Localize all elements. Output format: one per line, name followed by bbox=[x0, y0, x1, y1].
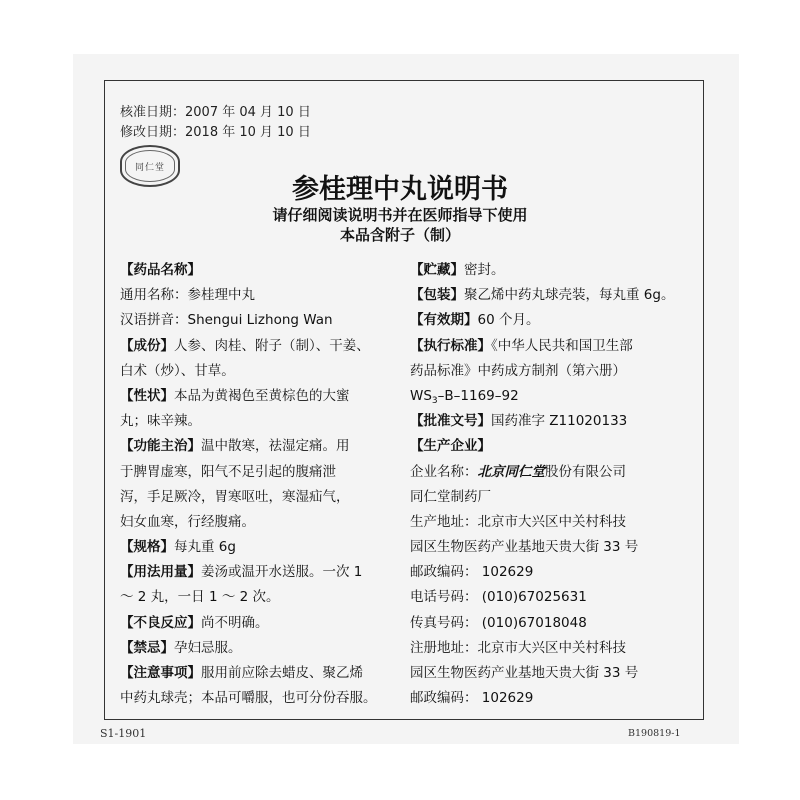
caution-section: 【注意事项】服用前应除去蜡皮、聚乙烯 bbox=[120, 665, 363, 681]
left-column bbox=[120, 258, 377, 711]
standard-continued: 药品标准》中药成方制剂（第六册） bbox=[410, 362, 626, 379]
company-name: 企业名称：北京同仁堂股份有限公司 bbox=[410, 463, 626, 480]
contains-note: 本品含附子（制） bbox=[339, 226, 460, 244]
registered-address-continued: 园区生物医药产业基地天贵大街 33 号 bbox=[410, 665, 639, 681]
revision-date: 修改日期：2018 年 10 月 10 日 bbox=[120, 125, 311, 140]
fax-number: 传真号码： (010)67018048 bbox=[410, 614, 587, 631]
seal-text: 同仁堂 bbox=[134, 162, 165, 173]
spec-section: 【规格】每丸重 6g bbox=[120, 539, 236, 556]
approval-number-section: 【批准文号】国药准字 Z11020133 bbox=[410, 413, 628, 430]
pinyin-name: 汉语拼音：Shengui Lizhong Wan bbox=[120, 312, 333, 329]
function-line-3: 泻，手足厥冷，胃寒呕吐，寒湿疝气， bbox=[120, 488, 350, 505]
footer-right-code: B190819-1 bbox=[628, 728, 681, 739]
usage-continued: ～ 2 丸，一日 1 ～ 2 次。 bbox=[120, 589, 280, 606]
page-title: 参桂理中丸说明书 bbox=[292, 174, 508, 205]
standard-code: $WS_3-B-1169-92$ bbox=[410, 387, 519, 406]
validity-section: 【有效期】60 个月。 bbox=[410, 312, 540, 329]
description-section: 【性状】本品为黄褐色至黄棕色的大蜜 bbox=[120, 387, 350, 404]
approval-date: 核准日期：2007 年 04 月 10 日 bbox=[120, 105, 311, 120]
company-name-2: 同仁堂制药厂 bbox=[410, 488, 491, 505]
usage-section: 【用法用量】姜汤或温开水送服。一次 1 bbox=[120, 564, 363, 581]
registered-address: 注册地址：北京市大兴区中关村科技 bbox=[410, 639, 626, 656]
production-address: 生产地址：北京市大兴区中关村科技 bbox=[410, 513, 626, 530]
storage-section: 【贮藏】密封。 bbox=[410, 262, 505, 278]
production-address-continued: 园区生物医药产业基地天贵大街 33 号 bbox=[410, 539, 639, 556]
generic-name: 通用名称：参桂理中丸 bbox=[120, 287, 255, 304]
right-column bbox=[410, 258, 674, 711]
production-postcode: 邮政编码： 102629 bbox=[410, 564, 534, 581]
adverse-section: 【不良反应】尚不明确。 bbox=[120, 614, 269, 631]
function-section: 【功能主治】温中散寒，祛湿定痛。用 bbox=[120, 438, 350, 455]
function-line-2: 于脾胃虚寒，阳气不足引起的腹痛泄 bbox=[120, 463, 336, 480]
ingredients-section: 【成份】人参、肉桂、附子（制）、干姜、 bbox=[120, 337, 370, 354]
function-line-4: 妇女血寒，行经腹痛。 bbox=[120, 513, 255, 530]
company-brand-logotype: 北京同仁堂 bbox=[477, 463, 545, 480]
description-continued: 丸；味辛辣。 bbox=[120, 413, 201, 430]
ingredients-continued: 白术（炒）、甘草。 bbox=[120, 362, 235, 379]
contra-section: 【禁忌】孕妇忌服。 bbox=[120, 639, 242, 656]
caution-continued: 中药丸球壳；本品可嚼服，也可分份吞服。 bbox=[120, 690, 377, 707]
package-section: 【包装】聚乙烯中药丸球壳装，每丸重 6g。 bbox=[410, 287, 675, 304]
registered-postcode: 邮政编码： 102629 bbox=[410, 690, 534, 707]
drug-name-heading: 【药品名称】 bbox=[120, 262, 201, 278]
manufacturer-heading: 【生产企业】 bbox=[410, 438, 491, 455]
footer-left-code: S1-1901 bbox=[100, 727, 147, 740]
standard-section: 【执行标准】《中华人民共和国卫生部 bbox=[410, 337, 633, 354]
phone-number: 电话号码： (010)67025631 bbox=[410, 589, 587, 606]
usage-warning: 请仔细阅读说明书并在医师指导下使用 bbox=[272, 206, 528, 224]
